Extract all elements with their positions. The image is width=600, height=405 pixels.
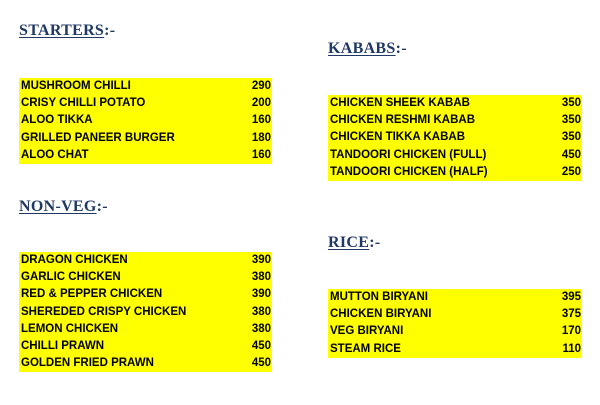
menu-item-name: LEMON CHICKEN: [21, 322, 119, 335]
menu-item-price: 350: [561, 97, 581, 109]
menu-item-price: 290: [251, 80, 271, 92]
menu-item-name: SHEREDED CRISPY CHICKEN: [21, 305, 187, 318]
menu-item-name: ALOO TIKKA: [21, 114, 93, 127]
menu-item-row: [328, 341, 582, 358]
non-veg-heading-suffix: :-: [96, 198, 108, 215]
menu-item-name: VEG BIRYANI: [330, 325, 404, 338]
kababs-heading-title: KABABS: [328, 40, 396, 57]
menu-item-price: 180: [251, 131, 271, 144]
menu-item-row: [19, 130, 272, 147]
menu-item-name: GRILLED PANEER BURGER: [21, 131, 175, 144]
menu-item-price: 350: [561, 114, 581, 127]
menu-item-row: [328, 129, 582, 146]
menu-item-name: TANDOORI CHICKEN (FULL): [330, 148, 487, 161]
menu-item-row: [19, 78, 272, 95]
starters-list: [19, 78, 272, 164]
menu-item-row: [328, 112, 582, 129]
menu-item-price: 350: [561, 131, 581, 144]
menu-item-row: [328, 289, 582, 306]
menu-item-row: [328, 306, 582, 323]
rice-heading-suffix: :-: [369, 234, 381, 251]
kababs-section: [328, 40, 582, 178]
menu-item-row: [19, 252, 272, 269]
menu-item-name: MUTTON BIRYANI: [330, 291, 428, 303]
starters-heading-suffix: :-: [104, 22, 116, 39]
menu-item-row: [19, 147, 272, 164]
menu-item-price: 250: [561, 165, 581, 178]
menu-item-row: [19, 95, 272, 112]
menu-item-price: 380: [251, 271, 271, 284]
kababs-heading-suffix: :-: [395, 40, 407, 57]
menu-item-row: [328, 164, 582, 181]
menu-item-row: [19, 304, 272, 321]
menu-item-price: 390: [251, 288, 271, 301]
starters-heading-title: STARTERS: [19, 22, 105, 39]
rice-heading: [328, 234, 582, 252]
menu-item-name: DRAGON CHICKEN: [21, 254, 128, 266]
menu-item-row: [19, 112, 272, 129]
non-veg-heading: [19, 198, 272, 216]
menu-item-price: 450: [251, 339, 271, 352]
menu-item-price: 380: [251, 322, 271, 335]
rice-heading-title: RICE: [328, 234, 370, 251]
starters-heading: [19, 22, 272, 40]
rice-section: [328, 234, 582, 355]
menu-item-name: CRISY CHILLI POTATO: [21, 97, 146, 110]
menu-item-row: [328, 147, 582, 164]
menu-item-row: [19, 286, 272, 303]
menu-item-price: 160: [251, 148, 271, 161]
menu-item-name: CHICKEN TIKKA KABAB: [330, 131, 466, 144]
menu-item-name: MUSHROOM CHILLI: [21, 80, 131, 92]
menu-item-price: 200: [251, 97, 271, 110]
menu-item-row: [19, 269, 272, 286]
menu-item-name: CHICKEN RESHMI KABAB: [330, 114, 476, 127]
menu-item-price: 450: [561, 148, 581, 161]
menu-item-price: 390: [251, 254, 271, 266]
starters-section: [19, 22, 272, 161]
rice-list: [328, 289, 582, 358]
menu-item-price: 160: [251, 114, 271, 127]
menu-item-name: GOLDEN FRIED PRAWN: [21, 357, 154, 370]
menu-item-price: 110: [562, 342, 581, 355]
menu-item-name: RED & PEPPER CHICKEN: [21, 288, 163, 301]
kababs-heading: [328, 40, 582, 58]
menu-item-name: GARLIC CHICKEN: [21, 271, 121, 284]
menu-item-name: TANDOORI CHICKEN (HALF): [330, 165, 488, 178]
menu-item-name: CHICKEN BIRYANI: [330, 308, 432, 321]
menu-item-price: 170: [561, 325, 581, 338]
menu-item-name: CHICKEN SHEEK KABAB: [330, 97, 470, 109]
menu-item-row: [328, 323, 582, 340]
menu-item-name: CHILLI PRAWN: [21, 339, 105, 352]
kababs-list: [328, 95, 582, 181]
menu-item-row: [19, 321, 272, 338]
menu-item-price: 395: [561, 291, 581, 303]
menu-item-price: 450: [251, 357, 271, 370]
non-veg-list: [19, 252, 272, 372]
menu-item-row: [328, 95, 582, 112]
menu-item-price: 380: [251, 305, 271, 318]
menu-item-row: [19, 338, 272, 355]
menu-item-row: [19, 355, 272, 372]
menu-item-name: STEAM RICE: [330, 342, 401, 355]
non-veg-section: [19, 198, 272, 370]
non-veg-heading-title: NON-VEG: [19, 198, 97, 215]
menu-item-price: 375: [561, 308, 581, 321]
menu-item-name: ALOO CHAT: [21, 148, 89, 161]
